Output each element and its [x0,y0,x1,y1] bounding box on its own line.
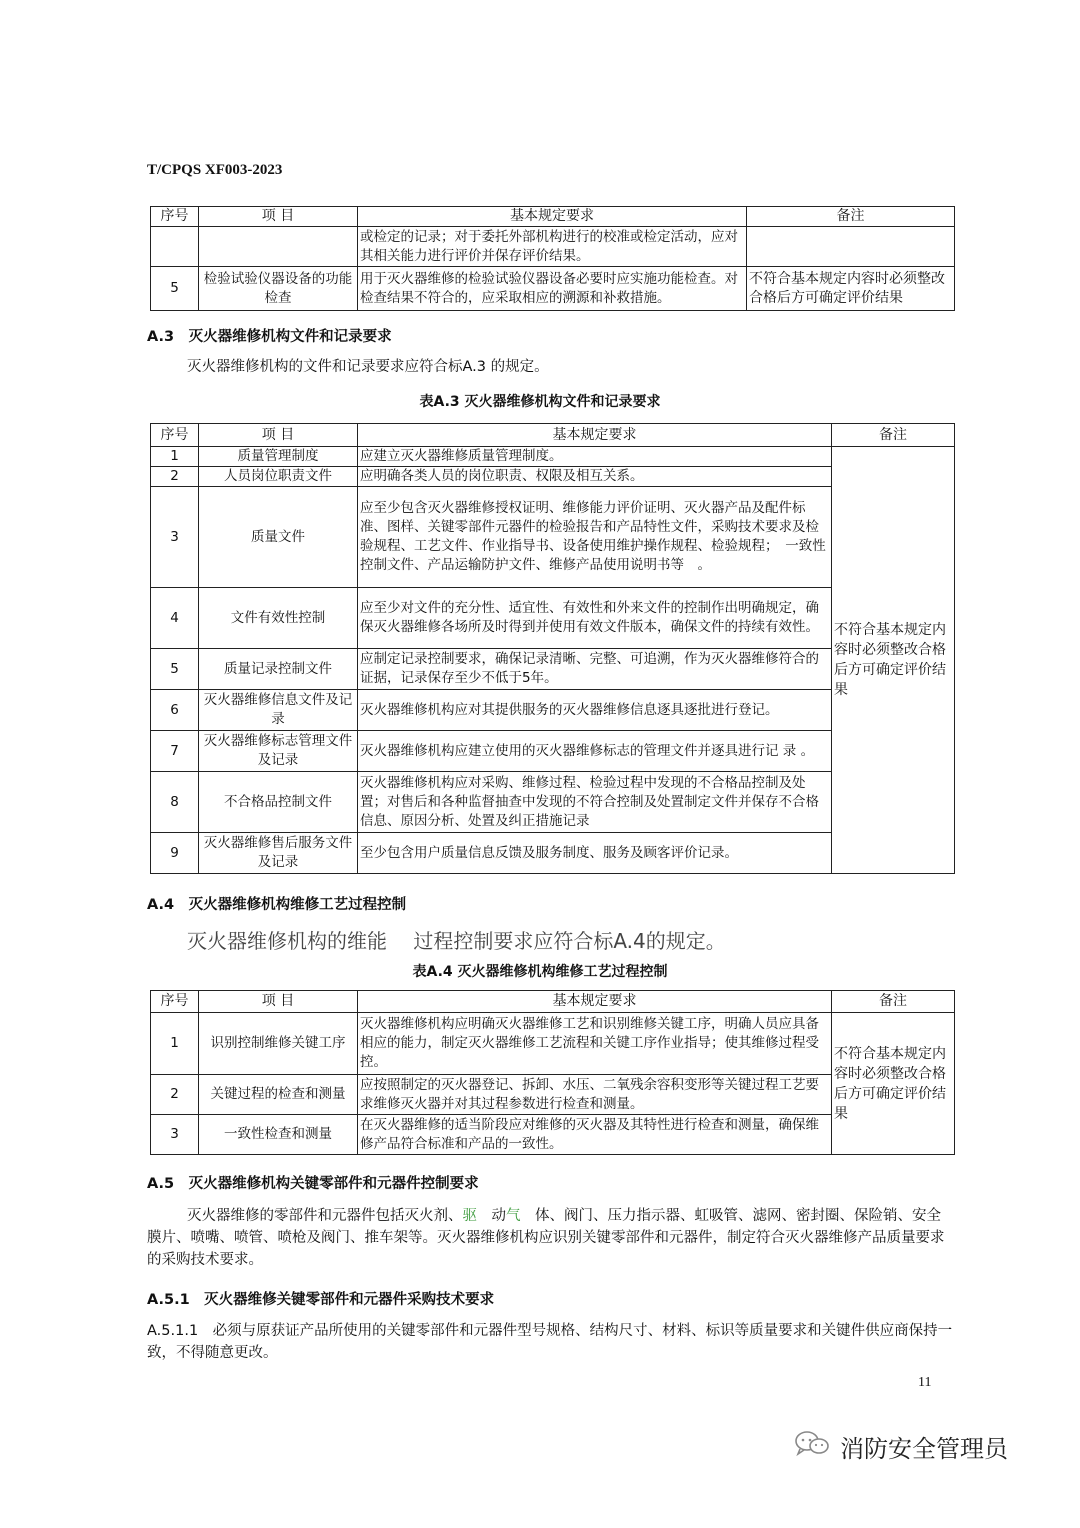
req-cell: 应明确各类人员的岗位职责、权限及相互关系。 [358,467,832,487]
note-cell: 不符合基本规定内容时必须整改合格后方可确定评价结果 [747,267,955,311]
section-heading-a3: A.3 灭火器维修机构文件和记录要求 [147,329,392,345]
row-no: 1 [151,1013,199,1075]
req-cell: 应按照制定的灭火器登记、拆卸、水压、二氧残余容积变形等关键过程工艺要求维修灭火器并对其过程参数进行检查和测量。 [358,1075,832,1115]
item-cell: 人员岗位职责文件 [199,467,358,487]
note-cell: 不符合基本规定内容时必须整改合格后方可确定评价结果 [832,1013,955,1155]
req-cell: 至少包含用户质量信息反馈及服务制度、服务及顾客评价记录。 [358,833,832,874]
a3-intro: 灭火器维修机构的文件和记录要求应符合标A.3 的规定。 [187,359,549,375]
item-cell: 文件有效性控制 [199,588,358,649]
col-req: 基本规定要求 [358,207,747,227]
a5111-paragraph: A.5.1.1 必须与原获证产品所使用的关键零部件和元器件型号规格、结构尺寸、材料、标识等质量要求和关键件供应商保持一致，不得随意更改。 [147,1323,953,1361]
table-a4 [150,990,955,1155]
table-a3 [150,423,955,874]
row-no: 4 [151,588,199,649]
req-cell: 灭火器维修机构应对采购、维修过程、检验过程中发现的不合格品控制及处置；对售后和各种监督抽查中发现的不符合控制及处置制定文件并保存不合格信息、原因分析、处置及纠正措施记录 [358,772,832,833]
row-no: 2 [151,467,199,487]
req-cell: 灭火器维修机构应建立使用的灭火器维修标志的管理文件并逐具进行记 录 。 [358,731,832,772]
req-cell: 应至少包含灭火器维修授权证明、维修能力评价证明、灭火器产品及配件标准、图样、关键零部件元器件的检验报告和产品特性文件，采购技术要求及检验规程、工艺文件、作业指导书、设备使用维护操作规程、检验规程； 一致性控制文件、产品运输防护文件、维修产品使用说明书等 。 [358,487,832,588]
item-cell: 灭火器维修标志管理文件及记录 [199,731,358,772]
row-no: 5 [151,649,199,690]
table-row [151,447,955,467]
col-item: 项 目 [199,207,358,227]
req-cell: 应制定记录控制要求，确保记录清晰、完整、可追溯，作为灭火器维修符合的证据，记录保存至少不低于5年。 [358,649,832,690]
a5-text-green-1: 驱 [462,1208,477,1224]
wechat-icon [792,1428,832,1464]
a5-paragraph [147,1205,955,1271]
row-no: 9 [151,833,199,874]
col-item: 项 目 [199,424,358,447]
item-cell: 识别控制维修关键工序 [199,1013,358,1075]
table-row [151,1013,955,1075]
table-row [151,267,955,311]
col-note: 备注 [832,424,955,447]
item-cell: 质量文件 [199,487,358,588]
req-cell: 灭火器维修机构应对其提供服务的灭火器维修信息逐具逐批进行登记。 [358,690,832,731]
col-note: 备注 [832,991,955,1013]
req-cell: 在灭火器维修的适当阶段应对维修的灭火器及其特性进行检查和测量，确保维修产品符合标准和产品的一致性。 [358,1115,832,1155]
a5-text-3: 体、阀门、压力指示器、虹吸管、滤网、密封圈、保险销、安全膜片、喷嘴、喷管、喷枪及阀门、推车架等。灭火器维修机构应识别关键零部件和元器件，制定符合灭火器维修产品质量要求的采购技术要求。 [147,1208,945,1268]
section-heading-a5: A.5 灭火器维修机构关键零部件和元器件控制要求 [147,1176,479,1192]
req-cell: 用于灭火器维修的检验试验仪器设备必要时应实施功能检查。对检查结果不符合的，应采取相应的溯源和补救措施。 [358,267,747,311]
col-req: 基本规定要求 [358,991,832,1013]
a5-text-1: 灭火器维修的零部件和元器件包括灭火剂、 [187,1208,463,1224]
row-no: 7 [151,731,199,772]
section-heading-a4: A.4 灭火器维修机构维修工艺过程控制 [147,897,407,913]
row-no: 5 [151,267,199,311]
a4-intro: 灭火器维修机构的维能 过程控制要求应符合标A.4的规定。 [187,929,726,953]
req-cell: 或检定的记录；对于委托外部机构进行的校准或检定活动，应对其相关能力进行评价并保存评价结果。 [358,227,747,267]
row-no: 3 [151,487,199,588]
page-number: 11 [918,1375,932,1390]
table-row [151,227,955,267]
watermark [792,1428,1008,1464]
req-cell: 应建立灭火器维修质量管理制度。 [358,447,832,467]
col-no: 序号 [151,207,199,227]
a5-text-2: 动 [477,1208,506,1224]
table-caption-a4: 表A.4 灭火器维修机构维修工艺过程控制 [412,964,668,980]
col-note: 备注 [747,207,955,227]
item-cell: 灭火器维修信息文件及记录 [199,690,358,731]
note-cell: 不符合基本规定内容时必须整改合格后方可确定评价结果 [832,447,955,874]
item-cell: 质量记录控制文件 [199,649,358,690]
row-no: 1 [151,447,199,467]
col-item: 项 目 [199,991,358,1013]
row-no: 6 [151,690,199,731]
watermark-text: 消防安全管理员 [840,1434,1008,1463]
col-no: 序号 [151,424,199,447]
doc-id: T/CPQS XF003-2023 [147,162,283,178]
col-no: 序号 [151,991,199,1013]
item-cell: 质量管理制度 [199,447,358,467]
item-cell: 不合格品控制文件 [199,772,358,833]
a5-text-green-2: 气 [506,1208,521,1224]
section-heading-a51: A.5.1 灭火器维修关键零部件和元器件采购技术要求 [147,1292,495,1308]
table-prev [150,206,955,311]
item-cell: 一致性检查和测量 [199,1115,358,1155]
row-no: 2 [151,1075,199,1115]
table-caption-a3: 表A.3 灭火器维修机构文件和记录要求 [419,394,661,410]
item-cell: 关键过程的检查和测量 [199,1075,358,1115]
item-cell: 检验试验仪器设备的功能检查 [199,267,358,311]
req-cell: 应至少对文件的充分性、适宜性、有效性和外来文件的控制作出明确规定，确保灭火器维修各场所及时得到并使用有效文件版本，确保文件的持续有效性。 [358,588,832,649]
req-cell: 灭火器维修机构应明确灭火器维修工艺和识别维修关键工序，明确人员应具备相应的能力，制定灭火器维修工艺流程和关键工序作业指导；使其维修过程受控。 [358,1013,832,1075]
row-no: 8 [151,772,199,833]
item-cell: 灭火器维修售后服务文件及记录 [199,833,358,874]
row-no: 3 [151,1115,199,1155]
col-req: 基本规定要求 [358,424,832,447]
